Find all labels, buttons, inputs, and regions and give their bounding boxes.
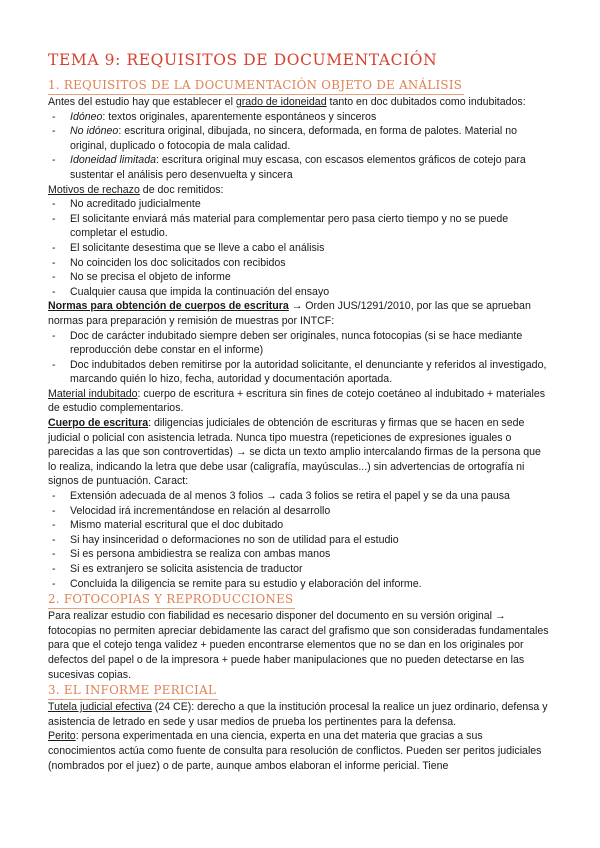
list-item: - Si hay insinceridad o deformaciones no son de utilidad para el estudio (48, 533, 552, 548)
cuerpo-paragraph (48, 416, 552, 489)
motivos-heading (48, 183, 552, 198)
list-item-text: : escritura original muy escasa, con escasos elementos gráficos de cotejo para sustentar el análisis pero desenvuelta y sincera (70, 154, 526, 181)
perito-term: Perito (48, 730, 76, 743)
list-item: - No acreditado judicialmente (48, 197, 552, 212)
section-heading-1: 1. REQUISITOS DE LA DOCUMENTACIÓN OBJETO DE ANÁLISIS (48, 77, 464, 95)
section-heading-2: 2. FOTOCOPIAS Y REPRODUCCIONES (48, 591, 295, 609)
list-item (48, 110, 552, 125)
list-item: - Extensión adecuada de al menos 3 folios → cada 3 folios se retira el papel y se da una pausa (48, 489, 552, 504)
list-item: - Concluida la diligencia se remite para su estudio y elaboración del informe. (48, 577, 552, 592)
list-item: - Mismo material escritural que el doc dubitado (48, 518, 552, 533)
motivos-list (48, 197, 552, 299)
page-title: TEMA 9: REQUISITOS DE DOCUMENTACIÓN (48, 51, 438, 69)
fotocopias-paragraph: Para realizar estudio con fiabilidad es necesario disponer del documento en su versión original → fotocopias no permiten apreciar debidamente las caract del grafismo que son consideradas fundamentales para que el cotejo tenga validez + pueden encontrarse elementos que no se dan en los originales por defectos del papel o de la impresora + puede haber manipulaciones que no pueden detectarse en las sucesivas copias. (48, 610, 549, 681)
normas-text: → Orden JUS/1291/2010, por las que se aprueban normas para preparación y remisión de muestras por INTCF: (48, 300, 531, 327)
cuerpo-term: Cuerpo de escritura (48, 417, 149, 430)
list-item: - No se precisa el objeto de informe (48, 270, 552, 285)
intro-paragraph (48, 95, 552, 110)
normas-list (48, 329, 552, 387)
list-item-text: : escritura original, dibujada, no sincera, deformada, en forma de palotes. Material no original, duplicado o fotocopia de mala calidad. (70, 125, 517, 152)
list-item (48, 124, 552, 153)
list-item: - Si es extranjero se solicita asistencia de traductor (48, 562, 552, 577)
list-item: - No coinciden los doc solicitados con recibidos (48, 256, 552, 271)
motivos-text: de doc remitidos: (139, 183, 224, 196)
intro-text: Antes del estudio hay que establecer el (48, 96, 236, 108)
list-item: - Velocidad irá incrementándose en relación al desarrollo (48, 504, 552, 519)
list-item: - El solicitante enviará más material para complementar pero pasa cierto tiempo y no se puede completar el estudio. (48, 212, 552, 241)
list-item-text: : textos originales, aparentemente espontáneos y sinceros (102, 110, 377, 123)
list-item: - El solicitante desestima que se lleve a cabo el análisis (48, 241, 552, 256)
intro-text-end: tanto en doc dubitados como indubitados: (326, 96, 526, 108)
list-item: - Si es persona ambidiestra se realiza con ambas manos (48, 547, 552, 562)
perito-paragraph (48, 729, 552, 773)
cuerpo-text: : diligencias judiciales de obtención de escrituras y firmas que se hacen en sede judicial o policial con asistencia letrada. Nunca tipo muestra (repeticiones de expresiones iguales o parecidas a las que son controvertidas) → se dicta un texto amplio intercalando firmas de la persona que lo realiza, indicando la letra que debe usar (caligrafía, mayúsculas...) sin advertencias de ortografía ni signos de puntuación. Caract: (48, 417, 541, 488)
material-term: Material indubitado (48, 387, 138, 400)
list-item-term: Idoneidad limitada (70, 154, 156, 167)
list-item-term: No idóneo (70, 125, 119, 138)
normas-term: Normas para obtención de cuerpos de escritura (48, 300, 289, 313)
material-text: : cuerpo de escritura + escritura sin fines de cotejo coetáneo al indubitado + materiales de estudio complementarios. (48, 387, 546, 415)
tutela-text: (24 CE): derecho a que la institución procesal la realice un juez ordinario, defensa y asistencia de letrado en sede y usar medios de prueba los pertinentes para la defensa. (48, 701, 548, 728)
perito-text: : persona experimentada en una ciencia, experta en una det materia que gracias a sus conocimientos actúa como fuente de consulta para resolución de conflictos. Pueden ser peritos judiciales (nombrados por el juez) o de parte, aunque ambos elaboran el informe pericial. Tiene (48, 730, 542, 772)
section-heading-3: 3. EL INFORME PERICIAL (48, 682, 218, 700)
tutela-term: Tutela judicial efectiva (48, 701, 152, 714)
caract-list (48, 489, 552, 591)
normas-paragraph (48, 299, 552, 328)
list-item (48, 153, 552, 182)
intro-term: grado de idoneidad (235, 96, 327, 108)
list-item-term: Idóneo (70, 110, 103, 123)
material-paragraph (48, 387, 552, 416)
motivos-term: Motivos de rechazo (48, 183, 140, 196)
idoneidad-list (48, 110, 552, 183)
tutela-paragraph (48, 700, 552, 729)
list-item: - Doc de carácter indubitado siempre deben ser originales, nunca fotocopias (si se hace mediante reproducción debe constar en el informe) (48, 329, 552, 358)
list-item: - Cualquier causa que impida la continuación del ensayo (48, 285, 552, 300)
list-item: - Doc indubitados deben remitirse por la autoridad solicitante, el denunciante y referidos al investigado, marcando quién lo hizo, fecha, autoridad y documentación aportada. (48, 358, 552, 387)
